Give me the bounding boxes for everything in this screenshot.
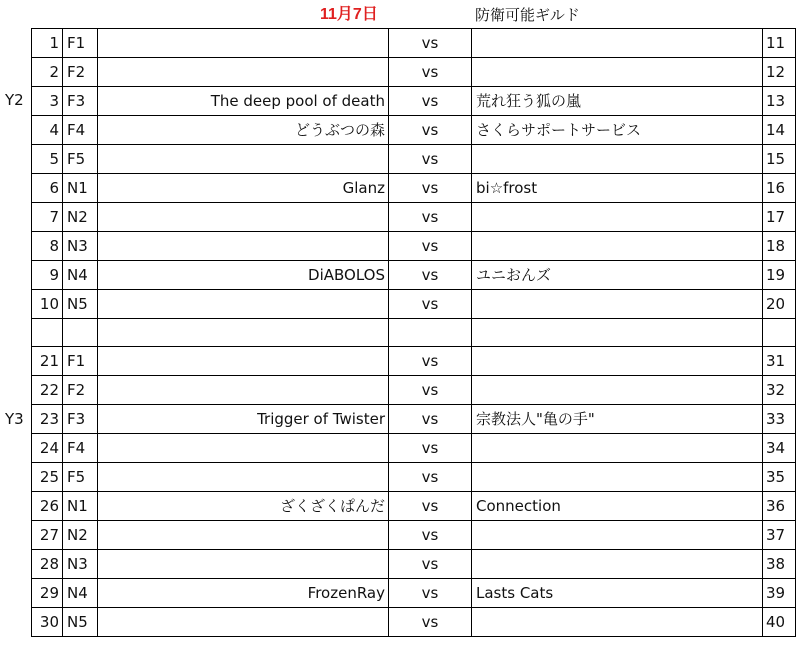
opponent-number-cell[interactable]: 12 [763,58,796,87]
vs-label-cell[interactable]: vs [389,145,472,174]
empty-cell [63,319,98,347]
vs-label-cell[interactable]: vs [389,376,472,405]
row-number-cell[interactable]: 29 [32,579,63,608]
table-row[interactable] [32,290,796,319]
table-row[interactable] [32,87,796,116]
home-guild-cell[interactable]: ざくざくぱんだ [98,492,389,521]
slot-code-cell[interactable]: N1 [63,174,98,203]
vs-label-cell[interactable]: vs [389,261,472,290]
table-row[interactable] [32,116,796,145]
vs-label-cell[interactable]: vs [389,492,472,521]
table-row[interactable] [32,463,796,492]
away-guild-cell[interactable] [472,347,763,376]
home-guild-cell[interactable]: The deep pool of death [98,87,389,116]
slot-code-cell[interactable]: F3 [63,405,98,434]
row-number-cell[interactable]: 4 [32,116,63,145]
row-number-cell[interactable]: 2 [32,58,63,87]
match-schedule-table [31,28,796,637]
row-number-cell[interactable]: 6 [32,174,63,203]
home-guild-cell[interactable] [98,58,389,87]
opponent-number-cell[interactable]: 31 [763,347,796,376]
away-guild-cell[interactable]: Lasts Cats [472,579,763,608]
slot-code-cell[interactable]: N2 [63,203,98,232]
row-number-cell[interactable]: 7 [32,203,63,232]
away-guild-cell[interactable] [472,463,763,492]
vs-label-cell[interactable]: vs [389,550,472,579]
opponent-number-cell[interactable]: 33 [763,405,796,434]
table-row[interactable] [32,434,796,463]
opponent-number-cell[interactable]: 36 [763,492,796,521]
home-guild-cell[interactable] [98,434,389,463]
home-guild-cell[interactable] [98,608,389,637]
away-guild-cell[interactable]: 宗教法人"亀の手" [472,405,763,434]
slot-code-cell[interactable]: N3 [63,232,98,261]
away-guild-cell[interactable]: ユニおんズ [472,261,763,290]
table-row[interactable] [32,579,796,608]
away-guild-cell[interactable] [472,608,763,637]
opponent-number-cell[interactable]: 15 [763,145,796,174]
away-guild-cell[interactable] [472,58,763,87]
opponent-number-cell[interactable]: 17 [763,203,796,232]
group-label-y3: Y3 [5,410,24,428]
slot-code-cell[interactable]: N4 [63,579,98,608]
slot-code-cell[interactable]: F1 [63,347,98,376]
row-number-cell[interactable]: 9 [32,261,63,290]
home-guild-cell[interactable] [98,145,389,174]
row-number-cell[interactable]: 21 [32,347,63,376]
slot-code-cell[interactable]: F4 [63,434,98,463]
away-guild-cell[interactable]: さくらサポートサービス [472,116,763,145]
row-number-cell[interactable]: 8 [32,232,63,261]
opponent-number-cell[interactable]: 40 [763,608,796,637]
date-heading: 11月7日 [320,6,378,23]
slot-code-cell[interactable]: F5 [63,145,98,174]
slot-code-cell[interactable]: N1 [63,492,98,521]
row-number-cell[interactable]: 5 [32,145,63,174]
away-guild-cell[interactable] [472,203,763,232]
away-guild-cell[interactable] [472,232,763,261]
table-row[interactable] [32,174,796,203]
row-number-cell[interactable]: 10 [32,290,63,319]
vs-label-cell[interactable]: vs [389,290,472,319]
group-label-y2: Y2 [5,91,24,109]
home-guild-cell[interactable]: FrozenRay [98,579,389,608]
home-guild-cell[interactable]: Trigger of Twister [98,405,389,434]
table-row[interactable] [32,492,796,521]
vs-label-cell[interactable]: vs [389,347,472,376]
home-guild-cell[interactable] [98,463,389,492]
opponent-number-cell[interactable]: 14 [763,116,796,145]
home-guild-cell[interactable]: DiABOLOS [98,261,389,290]
slot-code-cell[interactable]: F1 [63,29,98,58]
vs-label-cell[interactable]: vs [389,405,472,434]
vs-label-cell[interactable]: vs [389,434,472,463]
vs-label-cell[interactable]: vs [389,521,472,550]
vs-label-cell[interactable]: vs [389,58,472,87]
opponent-number-cell[interactable]: 20 [763,290,796,319]
home-guild-cell[interactable] [98,232,389,261]
row-number-cell[interactable]: 23 [32,405,63,434]
row-number-cell[interactable]: 24 [32,434,63,463]
vs-label-cell[interactable]: vs [389,463,472,492]
table-row[interactable] [32,405,796,434]
table-row[interactable] [32,29,796,58]
empty-cell [763,319,796,347]
slot-code-cell[interactable]: F4 [63,116,98,145]
vs-label-cell[interactable]: vs [389,579,472,608]
table-row[interactable] [32,261,796,290]
slot-code-cell[interactable]: N5 [63,608,98,637]
slot-code-cell[interactable]: N4 [63,261,98,290]
opponent-number-cell[interactable]: 35 [763,463,796,492]
away-guild-cell[interactable] [472,145,763,174]
vs-label-cell[interactable]: vs [389,203,472,232]
away-guild-cell[interactable] [472,434,763,463]
row-number-cell[interactable]: 28 [32,550,63,579]
row-number-cell[interactable]: 3 [32,87,63,116]
away-guild-cell[interactable] [472,550,763,579]
vs-label-cell[interactable]: vs [389,87,472,116]
opponent-number-cell[interactable]: 18 [763,232,796,261]
vs-label-cell[interactable]: vs [389,116,472,145]
table-row[interactable] [32,521,796,550]
table-row[interactable] [32,232,796,261]
opponent-number-cell[interactable]: 19 [763,261,796,290]
table-row[interactable] [32,58,796,87]
empty-cell [98,319,389,347]
row-number-cell[interactable]: 26 [32,492,63,521]
vs-label-cell[interactable]: vs [389,232,472,261]
defendable-guilds-heading: 防衛可能ギルド [475,6,580,24]
away-guild-cell[interactable] [472,29,763,58]
away-guild-cell[interactable]: Connection [472,492,763,521]
slot-code-cell[interactable]: N5 [63,290,98,319]
away-guild-cell[interactable]: 荒れ狂う狐の嵐 [472,87,763,116]
home-guild-cell[interactable] [98,376,389,405]
opponent-number-cell[interactable]: 37 [763,521,796,550]
match-table-body [32,29,796,637]
table-row[interactable] [32,550,796,579]
home-guild-cell[interactable] [98,29,389,58]
table-row[interactable] [32,347,796,376]
vs-label-cell[interactable]: vs [389,174,472,203]
opponent-number-cell[interactable]: 32 [763,376,796,405]
table-row[interactable] [32,376,796,405]
home-guild-cell[interactable]: Glanz [98,174,389,203]
home-guild-cell[interactable] [98,203,389,232]
slot-code-cell[interactable]: F5 [63,463,98,492]
vs-label-cell[interactable]: vs [389,608,472,637]
row-number-cell[interactable]: 1 [32,29,63,58]
opponent-number-cell[interactable]: 38 [763,550,796,579]
home-guild-cell[interactable]: どうぶつの森 [98,116,389,145]
row-number-cell[interactable]: 25 [32,463,63,492]
row-number-cell[interactable]: 22 [32,376,63,405]
opponent-number-cell[interactable]: 39 [763,579,796,608]
row-number-cell[interactable]: 27 [32,521,63,550]
away-guild-cell[interactable] [472,290,763,319]
slot-code-cell[interactable]: N3 [63,550,98,579]
home-guild-cell[interactable] [98,550,389,579]
empty-cell [32,319,63,347]
table-row[interactable] [32,145,796,174]
row-number-cell[interactable]: 30 [32,608,63,637]
opponent-number-cell[interactable]: 34 [763,434,796,463]
away-guild-cell[interactable] [472,521,763,550]
home-guild-cell[interactable] [98,290,389,319]
spacer-row [32,319,796,347]
vs-label-cell[interactable]: vs [389,29,472,58]
away-guild-cell[interactable] [472,376,763,405]
slot-code-cell[interactable]: F3 [63,87,98,116]
slot-code-cell[interactable]: N2 [63,521,98,550]
opponent-number-cell[interactable]: 11 [763,29,796,58]
opponent-number-cell[interactable]: 16 [763,174,796,203]
away-guild-cell[interactable]: bi☆frost [472,174,763,203]
slot-code-cell[interactable]: F2 [63,376,98,405]
opponent-number-cell[interactable]: 13 [763,87,796,116]
table-row[interactable] [32,608,796,637]
empty-cell [389,319,472,347]
home-guild-cell[interactable] [98,521,389,550]
slot-code-cell[interactable]: F2 [63,58,98,87]
home-guild-cell[interactable] [98,347,389,376]
empty-cell [472,319,763,347]
table-row[interactable] [32,203,796,232]
